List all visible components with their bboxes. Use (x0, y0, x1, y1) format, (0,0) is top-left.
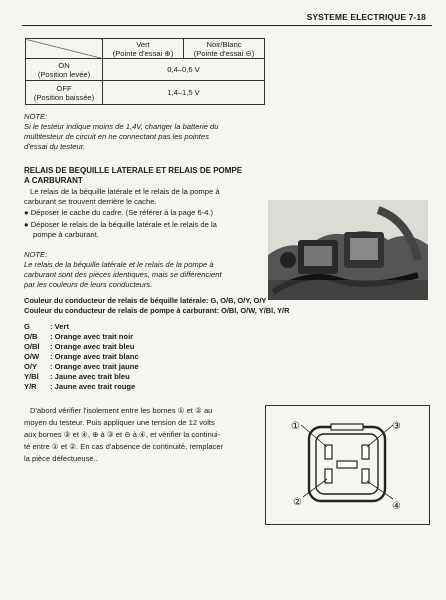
relay-photo (268, 200, 428, 300)
legend-row: G : Vert (24, 322, 69, 331)
legend-row: O/B : Orange avec trait noir (24, 332, 134, 341)
color-legend (24, 322, 139, 392)
check-line3: aux bornes ③ et ④, ⊕ à ③ et ⊖ à ④, et vérifier la continui- (24, 430, 221, 439)
row-label-on: ON (Position levée) (26, 59, 103, 81)
note1-line2: multitesteur de circuit en ne connectant pas les pointes (24, 132, 209, 141)
check-line5: la pièce défectueuse.. (24, 454, 98, 463)
legend-row: O/Y : Orange avec trait jaune (24, 362, 139, 371)
table-row (26, 81, 265, 105)
bullet-dot: ● (24, 220, 31, 229)
intro-line2: carburant se trouvent derrière le cache. (24, 197, 157, 206)
note2-line2: carburant sont des pièces identiques, mais se différencient (24, 270, 222, 279)
bullet-2-cont: pompe à carburant. (33, 230, 99, 239)
legend-row: Y/Bl : Jaune avec trait bleu (24, 372, 130, 381)
check-line1: D'abord vérifier l'isolement entre les bornes ① et ② au (30, 406, 213, 415)
note1-line3: d'essai du testeur. (24, 142, 86, 151)
check-line4: té entre ① et ②. En cas d'absence de continuité, remplacer (24, 442, 224, 451)
legend-row: O/Bl : Orange avec trait bleu (24, 342, 135, 351)
voltage-table (25, 38, 265, 105)
row-value-off: 1,4–1,5 V (103, 81, 265, 105)
section-title-line1: RELAIS DE BEQUILLE LATERALE ET RELAIS DE POMPE (24, 166, 243, 175)
note2-line1: Le relais de la béquille latérale et le relais de la pompe à (24, 260, 214, 269)
header-rule (22, 25, 432, 26)
legend-row: Y/R : Jaune avec trait rouge (24, 382, 136, 391)
note1-line1: Si le testeur indique moins de 1,4V, changer la batterie du (24, 122, 219, 131)
terminal-label-4: ④ (392, 501, 401, 512)
note2-label: NOTE: (24, 250, 48, 259)
section-title-line2: A CARBURANT (24, 176, 83, 185)
row-label-off: OFF (Position baissée) (26, 81, 103, 105)
bullet-1: ● Déposer le cache du cadre. (Se référer à la page 6-4.) (24, 208, 214, 217)
table-corner-cell (26, 39, 103, 59)
terminal-label-2: ② (293, 497, 302, 508)
bullet-dot: ● (24, 208, 31, 217)
note2-line3: par les couleurs de leurs conducteurs. (24, 280, 153, 289)
wire-color-fuelpump: Couleur du conducteur de relais de pompe à carburant: O/Bl, O/W, Y/Bl, Y/R (24, 306, 290, 315)
terminal-label-1: ① (291, 421, 300, 432)
terminal-label-3: ③ (392, 421, 401, 432)
legend-row: O/W : Orange avec trait blanc (24, 352, 139, 361)
intro-line1: Le relais de la béquille latérale et le relais de la pompe à (30, 187, 220, 196)
table-header-green: Vert (Pointe d'essai ⊕) (103, 39, 184, 59)
check-line2: moyen du testeur. Puis appliquer une tension de 12 volts (24, 418, 215, 427)
wire-color-sidestand: Couleur du conducteur de relais de béquille latérale: G, O/B, O/Y, O/Y (24, 296, 267, 305)
row-value-on: 0,4–0,6 V (103, 59, 265, 81)
table-row (26, 59, 265, 81)
table-header-black-white: Noir/Blanc (Pointe d'essai ⊖) (184, 39, 265, 59)
page-header: SYSTEME ELECTRIQUE 7-18 (306, 12, 426, 22)
note1-label: NOTE: (24, 112, 48, 121)
bullet-2: ● Déposer le relais de la béquille latérale et le relais de la (24, 220, 217, 229)
relay-terminal-diagram (265, 405, 430, 525)
